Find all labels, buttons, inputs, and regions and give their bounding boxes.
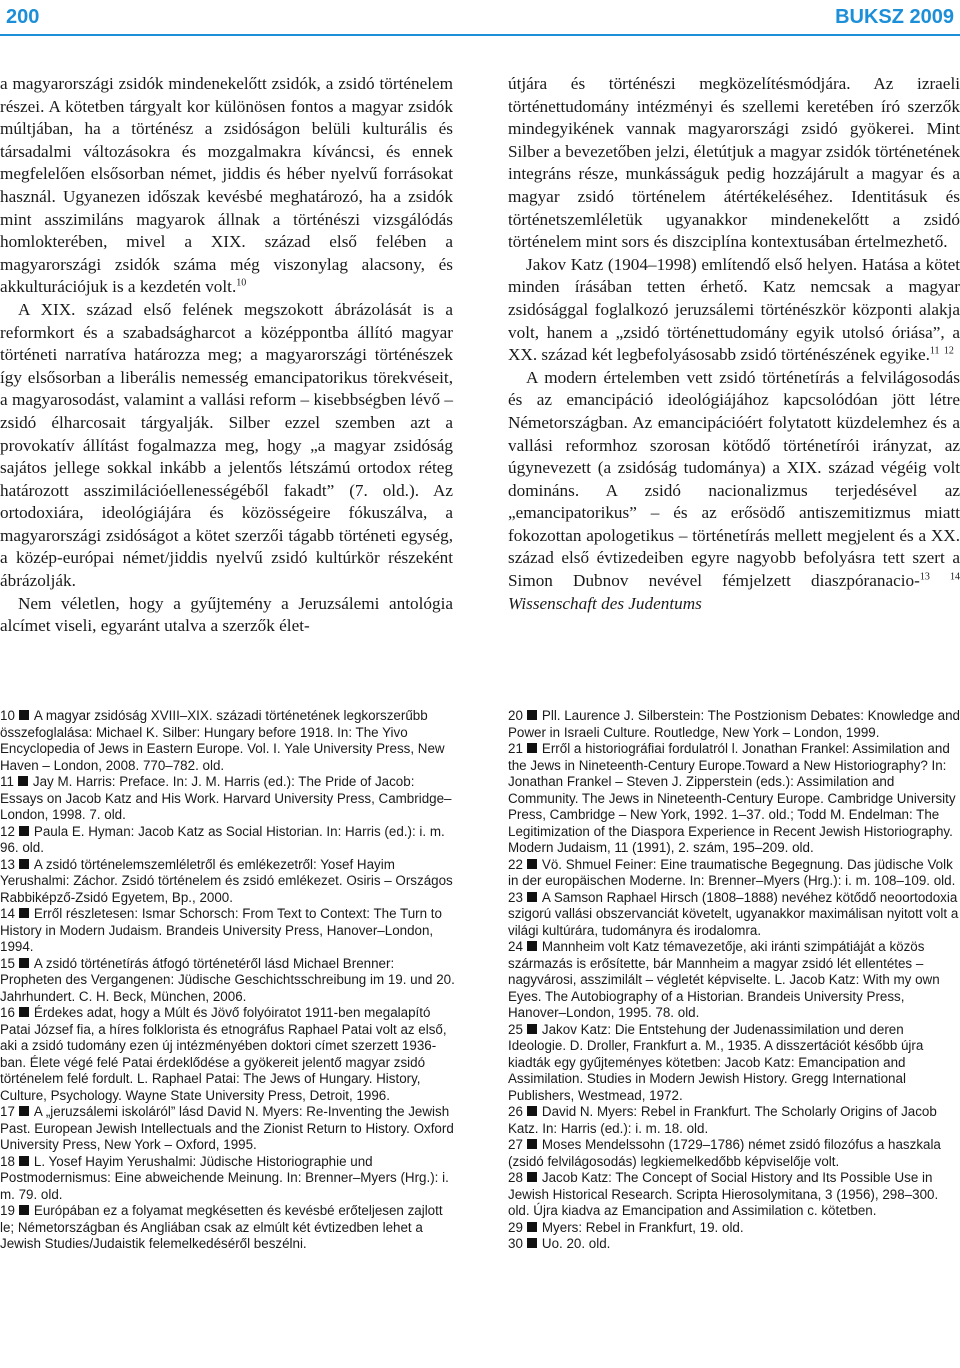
square-bullet-icon: [527, 1139, 537, 1149]
footnote-ref: 13: [919, 571, 930, 583]
footnote: 12 Paula E. Hyman: Jacob Katz as Social Historian. In: Harris (ed.): i. m. 96. old.: [0, 823, 445, 855]
footnote-ref: 11: [929, 345, 940, 357]
footnote: 11 Jay M. Harris: Preface. In: J. M. Harris (ed.): The Pride of Jacob: Essays on Jacob Katz and His Work. Harvard University Press, Cambridge–London, 1998. 7. old.: [0, 774, 452, 822]
footnote: 30 Uo. 20. old.: [508, 1236, 611, 1251]
footnote: 19 Európában ez a folyamat megkésetten és kevésbé erőteljesen zajlott le; Németországban és Angliában csak az elmúlt két évtizedben lehet a Jewish Studies/Judaistik felemelkedéséről beszélni.: [0, 1203, 443, 1251]
footnote: 18 L. Yosef Hayim Yerushalmi: Jüdische Historiographie und Postmodernismus: Eine abweichende Meinung. In: Brenner–Myers (Hrg.): i. m. 79. old.: [0, 1153, 449, 1202]
paragraph: [0, 73, 453, 299]
footnote: 14 Erről részletesen: Ismar Schorsch: From Text to Context: The Turn to History in Modern Judaism. Brandeis University Press, Hanover–London, 1994.: [0, 906, 442, 954]
square-bullet-icon: [527, 710, 537, 720]
square-bullet-icon: [19, 710, 29, 720]
footnote: 27 Moses Mendelssohn (1729–1786) német zsidó filozófus a haszkala (zsidó felvilágosodás) legkiemelkedőbb képviselője volt.: [508, 1137, 941, 1169]
square-bullet-icon: [19, 859, 29, 869]
square-bullet-icon: [19, 908, 29, 918]
footnote: 28 Jacob Katz: The Concept of Social History and Its Possible Use in Jewish Historical Research. Scripta Hierosolymitana, 3 (1956), 298–300. old. Újra kiadva az Emancipation and Assimilation c. kötetben.: [508, 1170, 939, 1218]
italic-term: Wissenschaft des Judentums: [508, 593, 702, 613]
square-bullet-icon: [527, 1222, 537, 1232]
header-rule: [0, 34, 960, 36]
footnote: 26 David N. Myers: Rebel in Frankfurt. The Scholarly Origins of Jacob Katz. In: Harris (ed.): i. m. 18. old.: [508, 1104, 937, 1136]
square-bullet-icon: [19, 1106, 29, 1116]
paragraph: A XIX. század első felének megszokott ábrázolását is a reformkort és a szabadságharcot a középpontba állító magyar történeti narratíva határozza meg; a magyarországi történészek így elsősorban a liberális nemesség emancipatorikus törekvéseit, a magyarosodást, valamint a vallási reform – kisebbségben lévő – zsidó élharcosait tárgyalják. Silber ezzel szemben azt a provokatív állítást fogalmazza meg, hogy „a magyar zsidóság sajátos jellege sokkal inkább a jelentős létszámú ortodox réteg határozott asszimilációellenességéből fakadt” (7. old.). Az ortodoxiára, ideológiájára és közösségeire fókuszálva, a magyarországi zsidóságot a kötet szerzői tágabb történeti egység, a közép-európai német/jiddis nyelvű zsidó kultúrkör részeként ábrázolják.: [0, 299, 453, 591]
paragraph: Nem véletlen, hogy a gyűjtemény a Jeruzsálemi antológia alcímet viseli, egyaránt utalva a szerzők élet-: [0, 593, 453, 636]
page-header: [0, 0, 960, 34]
footnote: 13 A zsidó történelemszemléletről és emlékezetről: Yosef Hayim Yerushalmi: Záchor. Zsidó történelem és zsidó emlékezet. Osiris – Országos Rabbiképző-Zsidó Egyetem, Bp., 2000.: [0, 856, 453, 905]
footnote: 16 Érdekes adat, hogy a Múlt és Jövő folyóiratot 1911-ben megalapító Patai József fia, a híres folklorista és etnográfus Raphael Patai volt az első, aki a zsidó tudomány ezen új intézményében doktori címet szerzett 1936-ban. Élete végé felé Patai érdeklődése a gyökereit jelentő magyar zsidó történelem felé fordult. L. Raphael Patai: The Jews of Hungary. History, Culture, Psychology. Wayne State University Press, Detroit, 1996.: [0, 1005, 447, 1103]
footnote: 10 A magyar zsidóság XVIII–XIX. századi történetének legkorszerűbb összefoglalása: Michael K. Silber: Hungary before 1918. In: The Yivo Encyclopedia of Jews in Eastern Europe. Vol. I. Yale University Press, New Haven – London, 2008. 770–782. old.: [0, 708, 445, 773]
right-text-column: [508, 73, 960, 615]
square-bullet-icon: [19, 958, 29, 968]
footnote: 29 Myers: Rebel in Frankfurt, 19. old.: [508, 1219, 744, 1235]
square-bullet-icon: [527, 1106, 537, 1116]
paragraph: [508, 367, 960, 616]
footnotes-left: [0, 708, 456, 1253]
paragraph-text: Jakov Katz (1904–1998) említendő első helyen. Hatása a kötet minden írásában tetten érhető. Katz nemcsak a magyar zsidósággal foglalkozó jeruzsálemi történészkör központi alakja volt, hanem a „zsidó történettudomány egyik utolsó óriása”, a XX. század két legbefolyásosabb zsidó történészének egyike.: [508, 254, 960, 365]
footnotes-right: [508, 708, 960, 1253]
square-bullet-icon: [19, 1007, 29, 1017]
footnote: 21 Erről a historiográfiai fordulatról l. Jonathan Frankel: Assimilation and the Jews in Nineteenth-Century Europe.Toward a New Historiography? In: Jonathan Frankel – Steven J. Zipperstein (eds.): Assimilation and Community. The Jews in Nineteenth-Century Europe. Cambridge University Press, Cambridge – New York, 1992. 1–37. old.; Todd M. Endelman: The Legitimization of the Diaspora Experience in Recent Jewish Historiography. Modern Judaism, 11 (1991), 2. szám, 195–209. old.: [508, 741, 956, 855]
paragraph-text: A modern értelemben vett zsidó történetírás a felvilágosodás és az emancipáció ideológiájához kapcsolódóan jött létre Németországban. Az emancipációért folytatott küzdelemhez és a vallási reformhoz szorosan kötődő történetírói irányzat, az úgynevezett (a zsidóság tudománya) a XIX. század végéig volt domináns. A zsidó nacionalizmus terjedésével az „emancipatorikus” – és az erősödő antiszemitizmus miatt fokozottan apologetikus – történetírás mellett megjelent és a XX. század első évtizedeiben egyre nagyobb befolyásra tett szert a Simon Dubnov nevével fémjelzett diaszpóranacio-: [508, 367, 960, 591]
square-bullet-icon: [19, 1156, 29, 1166]
footnote: 24 Mannheim volt Katz témavezetője, aki iránti szimpátiáját a közös származás is erősítette, bár Mannheim a magyar zsidó lét ellentétes – nagyvárosi, asszimilált – végletét képviselte. L. Jacob Katz: With my own Eyes. The Autobiography of a Historian. Brandeis University Press, Hanover–London, 1995. 78. old.: [508, 939, 940, 1020]
square-bullet-icon: [527, 941, 537, 951]
footnote-ref: 10: [236, 277, 247, 289]
footnote: 23 A Samson Raphael Hirsch (1808–1888) nevéhez kötődő neoortodoxia szigorú vallási obszervanciát követelt, ugyanakkor maximálisan nyitott volt a világi kultúrára, tudományra és irodalomra.: [508, 889, 959, 938]
square-bullet-icon: [527, 1172, 537, 1182]
square-bullet-icon: [19, 1205, 29, 1215]
square-bullet-icon: [18, 776, 28, 786]
footnote: 20 Pll. Laurence J. Silberstein: The Postzionism Debates: Knowledge and Power in Israeli Culture. Routledge, New York – London, 1999.: [508, 708, 960, 740]
footnote: 22 Vö. Shmuel Feiner: Eine traumatische Begegnung. Das jüdische Volk in der europäischen Moderne. In: Brenner–Myers (Hrg.): i. m. 108–109. old.: [508, 856, 956, 888]
journal-title: BUKSZ 2009: [835, 6, 954, 28]
square-bullet-icon: [527, 1024, 537, 1034]
paragraph: útjára és történészi megközelítésmódjára. Az izraeli történettudomány intézményi és szellemi keretében író szerzők mindegyikének vannak magyarországi zsidó gyökerei. Mint Silber a bevezetőben jelzi, életútjuk a magyar zsidók történetének integráns része, munkásságuk pedig hozzájárult a magyar és a magyar zsidó történelem átértékeléséhez. Identitásuk és történetszemléletük ugyanakkor mindenekelőtt a zsidó történelem mint sors és diszciplína kontextusában értelmezhető.: [508, 74, 960, 252]
square-bullet-icon: [527, 892, 537, 902]
left-text-column: [0, 73, 453, 638]
page-number: 200: [6, 6, 40, 28]
footnote: 15 A zsidó történetírás átfogó történetéről lásd Michael Brenner: Propheten des Vergangenen: Jüdische Geschichtsschreibung im 19. und 20. Jahrhundert. C. H. Beck, München, 2006.: [0, 955, 455, 1004]
square-bullet-icon: [527, 1238, 537, 1248]
paragraph-text: a magyarországi zsidók mindenekelőtt zsidók, a zsidó történelem részei. A kötetben tárgyalt kor különösen fontos a magyar zsidók múltjában, ha a történész a zsidóságon belüli kulturális és társadalmi változásokra és mozgalmakra kíváncsi, és ennek megfelelően elsősorban német, jiddis és héber nyelvű forrásokat használ. Ugyanezen időszak kevésbé meghatározó, ha a zsidók mint asszimiláns magyarok állnak a történészi vizsgálódás homlokterében, mivel a XIX. század első felében a magyarországi zsidók száma még viszonylag alacsony, és akkulturációjuk is a kezdetén volt.: [0, 74, 453, 297]
square-bullet-icon: [19, 826, 29, 836]
footnote: 17 A „jeruzsálemi iskoláról” lásd David N. Myers: Re-Inventing the Jewish Past. European Jewish Intellectuals and the Zionist Return to History. Oxford University Press, New York – Oxford, 1995.: [0, 1104, 454, 1152]
square-bullet-icon: [527, 859, 537, 869]
footnote-ref: 12: [943, 345, 954, 357]
footnote: 25 Jakov Katz: Die Entstehung der Judenassimilation und deren Ideologie. D. Droller, Frankfurt a. M., 1935. A disszertációt később újra kiadták egy gyűjteményes kötetben: Jacob Katz: Emancipation and Assimilation. Studies in Modern Jewish History. Gregg International Publishers, Westmead, 1972.: [508, 1021, 924, 1103]
footnote-ref: 14: [950, 571, 960, 583]
square-bullet-icon: [527, 743, 537, 753]
paragraph: [508, 254, 960, 367]
